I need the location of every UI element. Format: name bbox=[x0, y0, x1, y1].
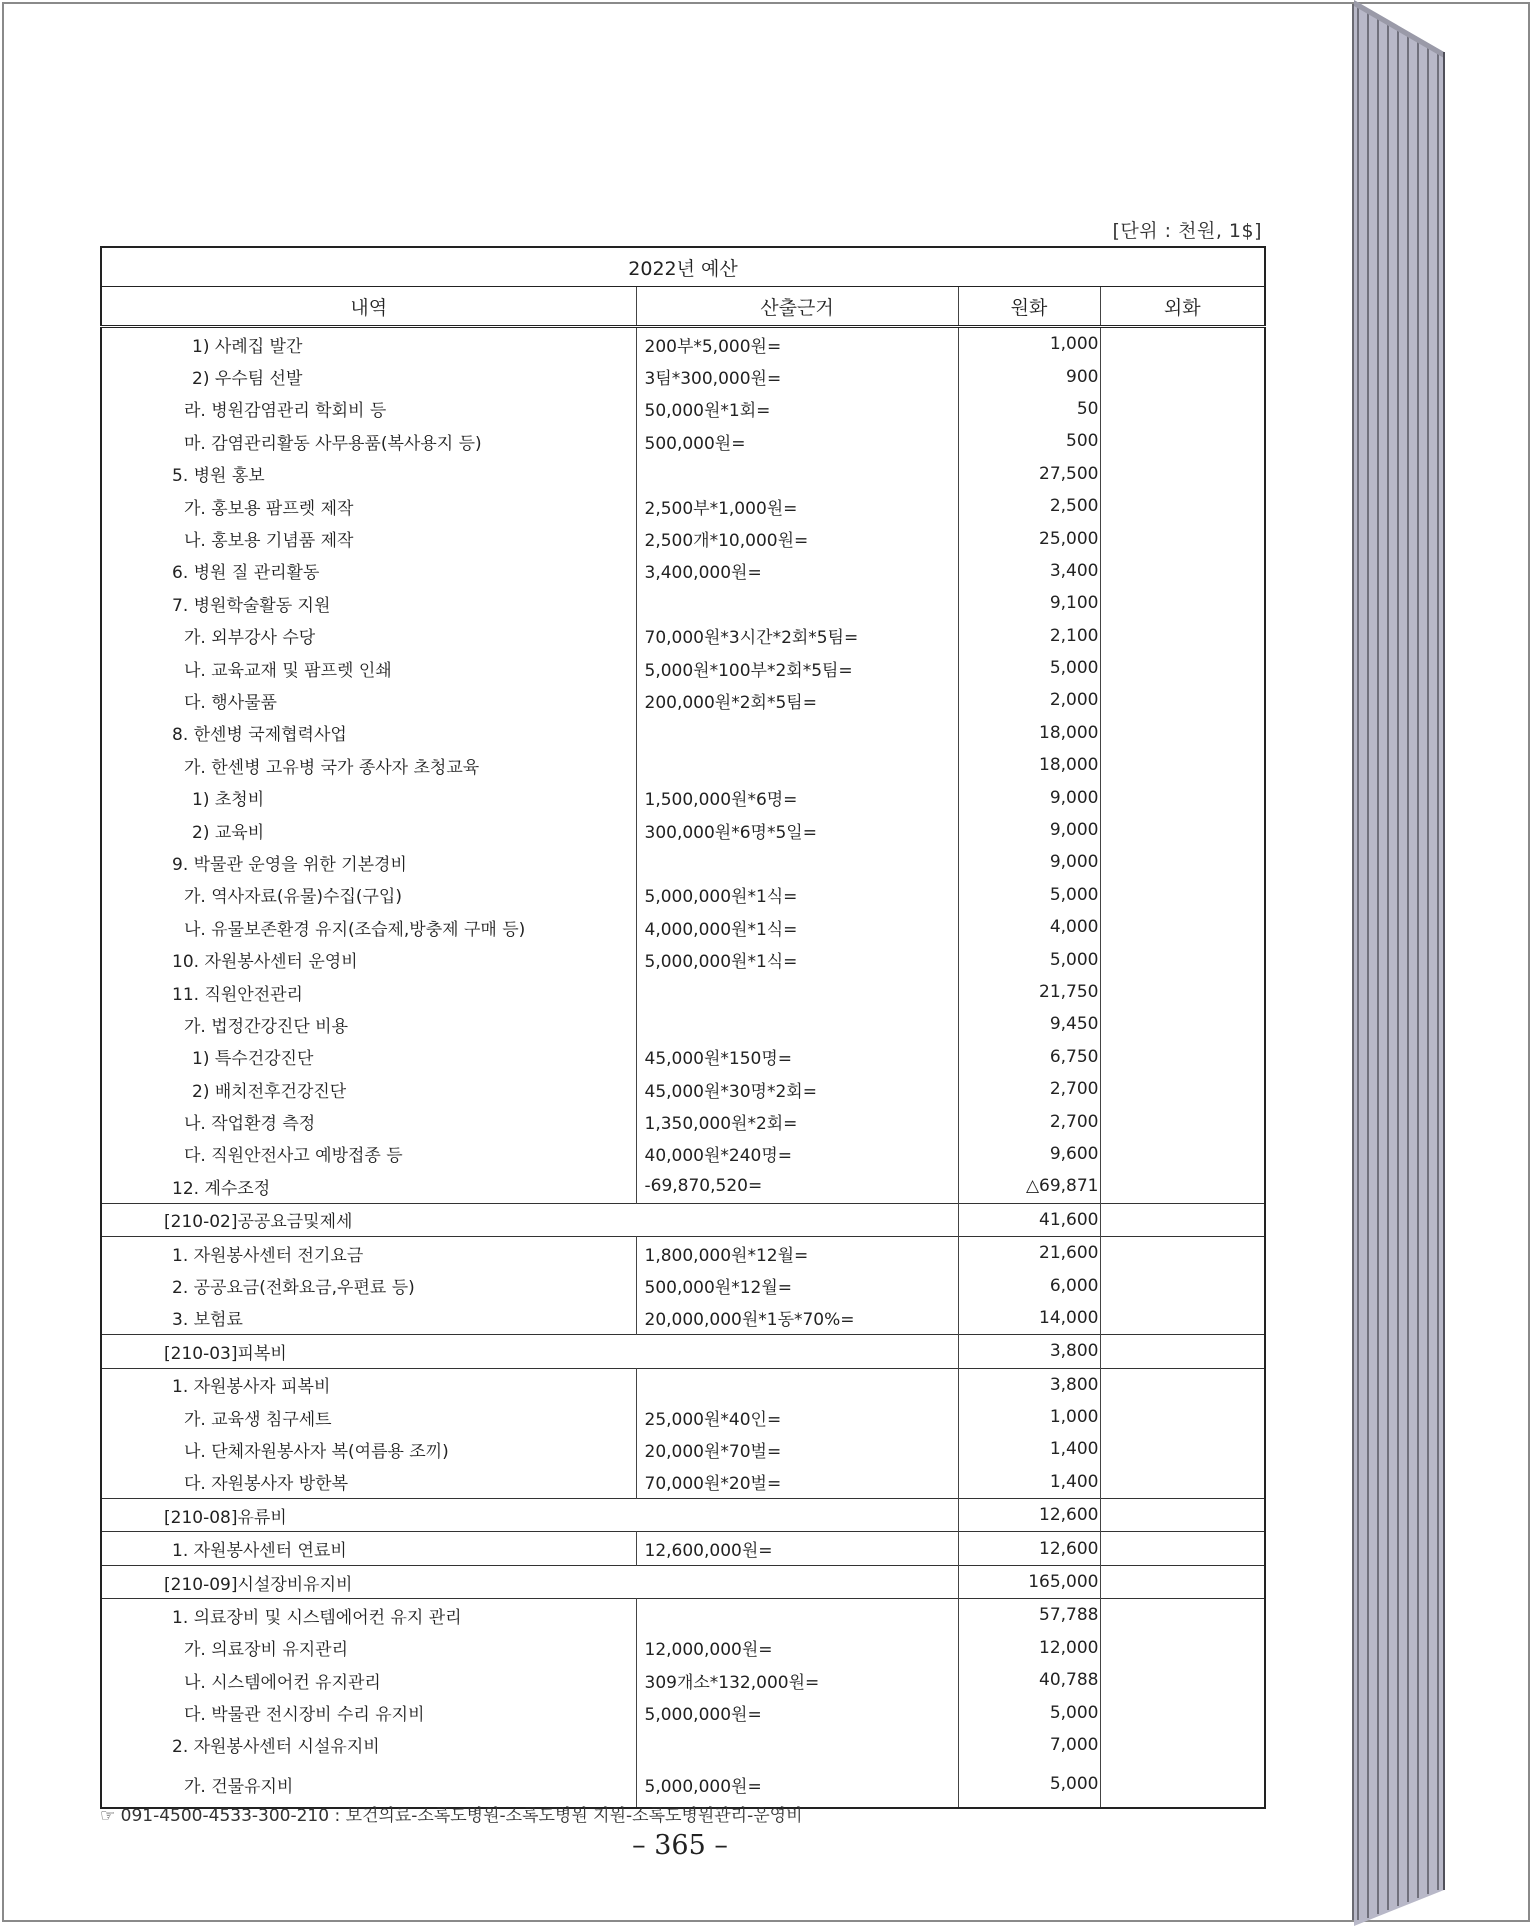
table-row bbox=[101, 1599, 1265, 1632]
table-row bbox=[101, 1138, 1265, 1170]
table-row bbox=[101, 846, 1265, 878]
row-foreign bbox=[1100, 1632, 1265, 1664]
row-basis: 200,000원*2회*5팀= bbox=[636, 684, 958, 716]
row-desc: 10. 자원봉사센터 운영비 bbox=[101, 943, 636, 975]
table-row bbox=[101, 781, 1265, 813]
row-krw: 1,400 bbox=[958, 1433, 1100, 1465]
row-foreign bbox=[1100, 1696, 1265, 1728]
row-foreign bbox=[1100, 879, 1265, 911]
header-basis: 산출근거 bbox=[636, 287, 958, 327]
row-foreign bbox=[1100, 1729, 1265, 1761]
table-row bbox=[101, 1302, 1265, 1335]
table-row bbox=[101, 1170, 1265, 1203]
table-row bbox=[101, 620, 1265, 652]
table-row bbox=[101, 911, 1265, 943]
row-krw: 9,600 bbox=[958, 1138, 1100, 1170]
row-basis bbox=[636, 846, 958, 878]
row-basis: 3팀*300,000원= bbox=[636, 360, 958, 392]
row-foreign bbox=[1100, 1401, 1265, 1433]
table-row bbox=[101, 1466, 1265, 1499]
section-label: [210-09]시설장비유지비 bbox=[101, 1565, 958, 1598]
row-foreign bbox=[1100, 1269, 1265, 1301]
row-foreign bbox=[1100, 1599, 1265, 1632]
row-desc: 2) 우수팀 선발 bbox=[101, 360, 636, 392]
row-desc: 나. 시스템에어컨 유지관리 bbox=[101, 1664, 636, 1696]
row-desc: 나. 유물보존환경 유지(조습제,방충제 구매 등) bbox=[101, 911, 636, 943]
row-foreign bbox=[1100, 587, 1265, 619]
row-desc: 12. 계수조정 bbox=[101, 1170, 636, 1203]
row-krw: 27,500 bbox=[958, 458, 1100, 490]
row-foreign bbox=[1100, 781, 1265, 813]
row-krw: 2,700 bbox=[958, 1073, 1100, 1105]
table-row bbox=[101, 1696, 1265, 1728]
table-row bbox=[101, 1105, 1265, 1137]
table-header-row bbox=[101, 287, 1265, 327]
row-basis: 50,000원*1회= bbox=[636, 393, 958, 425]
document-page bbox=[4, 4, 1354, 1920]
row-basis: 500,000원= bbox=[636, 425, 958, 457]
table-row bbox=[101, 1729, 1265, 1761]
row-krw: 5,000 bbox=[958, 1696, 1100, 1728]
row-foreign bbox=[1100, 1368, 1265, 1401]
row-basis: 300,000원*6명*5일= bbox=[636, 814, 958, 846]
row-krw: 2,100 bbox=[958, 620, 1100, 652]
row-desc: 2. 자원봉사센터 시설유지비 bbox=[101, 1729, 636, 1761]
table-row bbox=[101, 814, 1265, 846]
row-desc: 나. 작업환경 측정 bbox=[101, 1105, 636, 1137]
row-krw: 5,000 bbox=[958, 1761, 1100, 1808]
row-foreign bbox=[1100, 490, 1265, 522]
table-row bbox=[101, 879, 1265, 911]
row-foreign bbox=[1100, 1008, 1265, 1040]
row-desc: 가. 교육생 침구세트 bbox=[101, 1401, 636, 1433]
row-foreign bbox=[1100, 943, 1265, 975]
row-krw: 500 bbox=[958, 425, 1100, 457]
table-row bbox=[101, 1269, 1265, 1301]
row-krw: 18,000 bbox=[958, 717, 1100, 749]
row-krw: 1,000 bbox=[958, 327, 1100, 361]
row-desc: 3. 보험료 bbox=[101, 1302, 636, 1335]
row-krw: 12,600 bbox=[958, 1532, 1100, 1565]
row-foreign bbox=[1100, 1302, 1265, 1335]
unit-note: [단위 : 천원, 1$] bbox=[1112, 220, 1262, 242]
row-krw: 5,000 bbox=[958, 879, 1100, 911]
row-basis: 309개소*132,000원= bbox=[636, 1664, 958, 1696]
row-desc: 9. 박물관 운영을 위한 기본경비 bbox=[101, 846, 636, 878]
table-row bbox=[101, 490, 1265, 522]
table-row bbox=[101, 684, 1265, 716]
row-basis bbox=[636, 458, 958, 490]
row-basis: 1,800,000원*12월= bbox=[636, 1236, 958, 1269]
row-desc: 1) 사례집 발간 bbox=[101, 327, 636, 361]
table-row bbox=[101, 717, 1265, 749]
header-desc: 내역 bbox=[101, 287, 636, 327]
row-desc: 8. 한센병 국제협력사업 bbox=[101, 717, 636, 749]
row-desc: 1. 자원봉사센터 연료비 bbox=[101, 1532, 636, 1565]
row-foreign bbox=[1100, 620, 1265, 652]
row-foreign bbox=[1100, 814, 1265, 846]
row-basis: 45,000원*150명= bbox=[636, 1041, 958, 1073]
row-desc: 가. 건물유지비 bbox=[101, 1761, 636, 1808]
section-label: [210-08]유류비 bbox=[101, 1499, 958, 1532]
row-basis: 12,000,000원= bbox=[636, 1632, 958, 1664]
row-desc: 나. 교육교재 및 팜프렛 인쇄 bbox=[101, 652, 636, 684]
row-desc: 1) 특수건강진단 bbox=[101, 1041, 636, 1073]
row-basis: 5,000,000원= bbox=[636, 1696, 958, 1728]
row-desc: 가. 한센병 고유병 국가 종사자 초청교육 bbox=[101, 749, 636, 781]
row-krw: 9,000 bbox=[958, 781, 1100, 813]
row-foreign bbox=[1100, 717, 1265, 749]
row-desc: 마. 감염관리활동 사무용품(복사용지 등) bbox=[101, 425, 636, 457]
table-row bbox=[101, 1008, 1265, 1040]
row-basis: 45,000원*30명*2회= bbox=[636, 1073, 958, 1105]
table-row bbox=[101, 652, 1265, 684]
row-foreign bbox=[1100, 749, 1265, 781]
row-krw: 21,600 bbox=[958, 1236, 1100, 1269]
row-krw: 40,788 bbox=[958, 1664, 1100, 1696]
row-foreign bbox=[1100, 327, 1265, 361]
table-row bbox=[101, 943, 1265, 975]
row-basis bbox=[636, 1368, 958, 1401]
row-basis: 200부*5,000원= bbox=[636, 327, 958, 361]
row-foreign bbox=[1100, 1335, 1265, 1368]
row-desc: 나. 홍보용 기념품 제작 bbox=[101, 522, 636, 554]
row-basis: 70,000원*20벌= bbox=[636, 1466, 958, 1499]
row-krw: 1,000 bbox=[958, 1401, 1100, 1433]
row-desc: 라. 병원감염관리 학회비 등 bbox=[101, 393, 636, 425]
row-desc: 가. 의료장비 유지관리 bbox=[101, 1632, 636, 1664]
row-krw: 7,000 bbox=[958, 1729, 1100, 1761]
table-row bbox=[101, 1532, 1265, 1565]
row-desc: 나. 단체자원봉사자 복(여름용 조끼) bbox=[101, 1433, 636, 1465]
row-krw: 9,450 bbox=[958, 1008, 1100, 1040]
budget-code-footnote: ☞ 091-4500-4533-300-210 : 보건의료-소록도병원-소록도병원 지원-소록도병원관리-운영비 bbox=[100, 1806, 803, 1826]
row-krw: 6,000 bbox=[958, 1269, 1100, 1301]
row-desc: 2) 배치전후건강진단 bbox=[101, 1073, 636, 1105]
row-krw: 3,800 bbox=[958, 1368, 1100, 1401]
row-foreign bbox=[1100, 976, 1265, 1008]
row-krw: 3,800 bbox=[958, 1335, 1100, 1368]
row-krw: 2,000 bbox=[958, 684, 1100, 716]
row-krw: 14,000 bbox=[958, 1302, 1100, 1335]
row-krw: 1,400 bbox=[958, 1466, 1100, 1499]
row-foreign bbox=[1100, 522, 1265, 554]
section-label: [210-03]피복비 bbox=[101, 1335, 958, 1368]
row-basis: 25,000원*40인= bbox=[636, 1401, 958, 1433]
row-basis: 12,600,000원= bbox=[636, 1532, 958, 1565]
row-foreign bbox=[1100, 458, 1265, 490]
row-desc: 2) 교육비 bbox=[101, 814, 636, 846]
row-basis bbox=[636, 717, 958, 749]
row-krw: 12,600 bbox=[958, 1499, 1100, 1532]
row-basis: 5,000,000원= bbox=[636, 1761, 958, 1808]
row-desc: 1) 초청비 bbox=[101, 781, 636, 813]
row-krw: 165,000 bbox=[958, 1565, 1100, 1598]
row-foreign bbox=[1100, 1565, 1265, 1598]
row-desc: 7. 병원학술활동 지원 bbox=[101, 587, 636, 619]
table-row bbox=[101, 587, 1265, 619]
row-basis: 20,000원*70벌= bbox=[636, 1433, 958, 1465]
row-krw: 12,000 bbox=[958, 1632, 1100, 1664]
row-basis: 4,000,000원*1식= bbox=[636, 911, 958, 943]
row-desc: 6. 병원 질 관리활동 bbox=[101, 555, 636, 587]
table-row bbox=[101, 1433, 1265, 1465]
row-foreign bbox=[1100, 1664, 1265, 1696]
row-krw: 41,600 bbox=[958, 1203, 1100, 1236]
row-foreign bbox=[1100, 425, 1265, 457]
table-row bbox=[101, 749, 1265, 781]
table-body bbox=[101, 327, 1265, 1809]
row-desc: 11. 직원안전관리 bbox=[101, 976, 636, 1008]
budget-table bbox=[100, 246, 1266, 1809]
row-krw: 2,500 bbox=[958, 490, 1100, 522]
row-foreign bbox=[1100, 911, 1265, 943]
row-desc: 1. 자원봉사자 피복비 bbox=[101, 1368, 636, 1401]
table-row bbox=[101, 425, 1265, 457]
row-foreign bbox=[1100, 652, 1265, 684]
table-row bbox=[101, 458, 1265, 490]
row-desc: 1. 의료장비 및 시스템에어컨 유지 관리 bbox=[101, 1599, 636, 1632]
row-basis: 2,500개*10,000원= bbox=[636, 522, 958, 554]
row-foreign bbox=[1100, 1433, 1265, 1465]
row-foreign bbox=[1100, 393, 1265, 425]
header-foreign: 외화 bbox=[1100, 287, 1265, 327]
row-basis: 40,000원*240명= bbox=[636, 1138, 958, 1170]
row-desc: 다. 자원봉사자 방한복 bbox=[101, 1466, 636, 1499]
row-basis bbox=[636, 1729, 958, 1761]
row-desc: 가. 역사자료(유물)수집(구입) bbox=[101, 879, 636, 911]
table-row bbox=[101, 1368, 1265, 1401]
row-basis: 20,000,000원*1동*70%= bbox=[636, 1302, 958, 1335]
row-desc: 2. 공공요금(전화요금,우편료 등) bbox=[101, 1269, 636, 1301]
section-row bbox=[101, 1499, 1265, 1532]
section-row bbox=[101, 1335, 1265, 1368]
row-krw: △69,871 bbox=[958, 1170, 1100, 1203]
row-foreign bbox=[1100, 1170, 1265, 1203]
row-foreign bbox=[1100, 1532, 1265, 1565]
row-krw: 6,750 bbox=[958, 1041, 1100, 1073]
row-desc: 다. 직원안전사고 예방접종 등 bbox=[101, 1138, 636, 1170]
section-row bbox=[101, 1565, 1265, 1598]
row-foreign bbox=[1100, 360, 1265, 392]
row-krw: 5,000 bbox=[958, 943, 1100, 975]
table-row bbox=[101, 360, 1265, 392]
table-row bbox=[101, 1236, 1265, 1269]
row-krw: 3,400 bbox=[958, 555, 1100, 587]
table-row bbox=[101, 976, 1265, 1008]
row-krw: 9,100 bbox=[958, 587, 1100, 619]
row-foreign bbox=[1100, 1236, 1265, 1269]
section-row bbox=[101, 1203, 1265, 1236]
page-number: – 365 – bbox=[632, 1830, 728, 1861]
row-basis: 70,000원*3시간*2회*5팀= bbox=[636, 620, 958, 652]
row-basis: 3,400,000원= bbox=[636, 555, 958, 587]
row-foreign bbox=[1100, 1203, 1265, 1236]
row-foreign bbox=[1100, 1761, 1265, 1808]
row-basis: 1,350,000원*2회= bbox=[636, 1105, 958, 1137]
row-foreign bbox=[1100, 1041, 1265, 1073]
row-foreign bbox=[1100, 846, 1265, 878]
row-desc: 가. 홍보용 팜프렛 제작 bbox=[101, 490, 636, 522]
row-krw: 9,000 bbox=[958, 846, 1100, 878]
table-title-row bbox=[101, 247, 1265, 287]
row-foreign bbox=[1100, 1138, 1265, 1170]
row-foreign bbox=[1100, 1105, 1265, 1137]
row-krw: 9,000 bbox=[958, 814, 1100, 846]
row-foreign bbox=[1100, 684, 1265, 716]
row-basis: 5,000,000원*1식= bbox=[636, 943, 958, 975]
row-desc: 가. 법정간강진단 비용 bbox=[101, 1008, 636, 1040]
table-row bbox=[101, 555, 1265, 587]
row-foreign bbox=[1100, 1466, 1265, 1499]
row-basis bbox=[636, 587, 958, 619]
row-krw: 900 bbox=[958, 360, 1100, 392]
row-desc: 가. 외부강사 수당 bbox=[101, 620, 636, 652]
section-label: [210-02]공공요금및제세 bbox=[101, 1203, 958, 1236]
table-row bbox=[101, 393, 1265, 425]
row-basis: 1,500,000원*6명= bbox=[636, 781, 958, 813]
row-basis: 5,000원*100부*2회*5팀= bbox=[636, 652, 958, 684]
row-basis: 2,500부*1,000원= bbox=[636, 490, 958, 522]
row-basis bbox=[636, 749, 958, 781]
page-stack-edge bbox=[1354, 0, 1454, 1926]
table-row bbox=[101, 1073, 1265, 1105]
row-basis: 5,000,000원*1식= bbox=[636, 879, 958, 911]
header-krw: 원화 bbox=[958, 287, 1100, 327]
row-desc: 5. 병원 홍보 bbox=[101, 458, 636, 490]
table-row bbox=[101, 1401, 1265, 1433]
table-title: 2022년 예산 bbox=[101, 247, 1265, 287]
table-row bbox=[101, 1664, 1265, 1696]
row-krw: 5,000 bbox=[958, 652, 1100, 684]
row-desc: 1. 자원봉사센터 전기요금 bbox=[101, 1236, 636, 1269]
row-basis: -69,870,520= bbox=[636, 1170, 958, 1203]
row-basis bbox=[636, 1599, 958, 1632]
row-krw: 4,000 bbox=[958, 911, 1100, 943]
table-row bbox=[101, 327, 1265, 361]
table-row bbox=[101, 1632, 1265, 1664]
row-desc: 다. 행사물품 bbox=[101, 684, 636, 716]
row-krw: 25,000 bbox=[958, 522, 1100, 554]
row-foreign bbox=[1100, 555, 1265, 587]
row-foreign bbox=[1100, 1073, 1265, 1105]
row-basis bbox=[636, 1008, 958, 1040]
table-row bbox=[101, 522, 1265, 554]
row-krw: 21,750 bbox=[958, 976, 1100, 1008]
row-krw: 2,700 bbox=[958, 1105, 1100, 1137]
table-row bbox=[101, 1041, 1265, 1073]
row-desc: 다. 박물관 전시장비 수리 유지비 bbox=[101, 1696, 636, 1728]
row-krw: 18,000 bbox=[958, 749, 1100, 781]
row-basis bbox=[636, 976, 958, 1008]
row-basis: 500,000원*12월= bbox=[636, 1269, 958, 1301]
row-foreign bbox=[1100, 1499, 1265, 1532]
row-krw: 50 bbox=[958, 393, 1100, 425]
row-krw: 57,788 bbox=[958, 1599, 1100, 1632]
